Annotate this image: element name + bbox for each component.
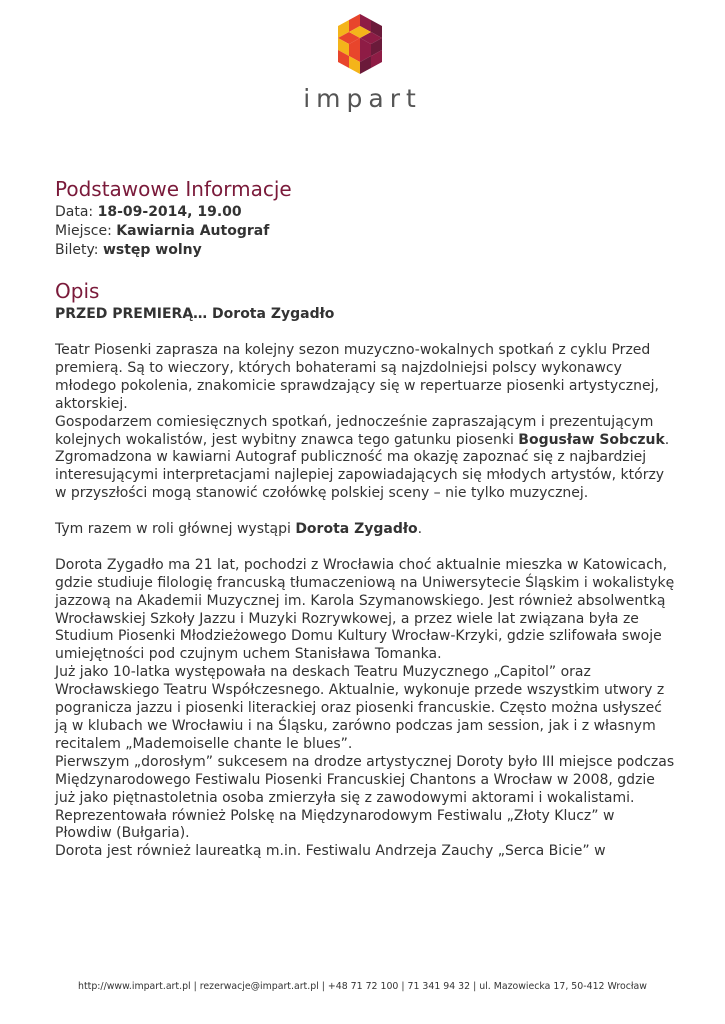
document-content — [55, 175, 675, 861]
paragraph-2-text: Gospodarzem comiesięcznych spotkań, jednocześnie zapraszającym i prezentującym kolejnych wokalistów, jest wybitny znawca tego gatunku piosenki — [55, 413, 654, 448]
paragraph-4-text: Tym razem w roli głównej wystąpi — [55, 521, 296, 538]
paragraph-4 — [55, 521, 675, 539]
place-line — [55, 222, 675, 241]
paragraph-5: Dorota Zygadło ma 21 lat, pochodzi z Wrocławia choć aktualnie mieszka w Katowicach, gdzie studiuje filologię francuską tłumaczeniową na Uniwersytecie Śląskim i wokalistykę jazzową na Akademii Muzycznej im. Karola Szymanowskiego. Jest również absolwentką Wrocławskiej Szkoły Jazzu i Muzyki Rozrywkowej, a przez wiele lat związana była ze Studium Piosenki Młodzieżowego Domu Kultury Wrocław-Krzyki, gdzie szlifowała swoje umiejętności pod czujnym uchem Stanisława Tomanka. — [55, 556, 675, 663]
event-subtitle: PRZED PREMIERĄ… Dorota Zygadło — [55, 306, 335, 322]
paragraph-3: Zgromadzona w kawiarni Autograf publiczność ma okazję zapoznać się z najbardziej interesującymi interpretacjami najlepiej zapowiadających się młodych artystów, którzy w przyszłości mogą stanowić czołówkę polskiej sceny – nie tylko muzycznej. — [55, 449, 665, 502]
date-line — [55, 203, 675, 222]
paragraph-7: Pierwszym „dorosłym” sukcesem na drodze artystycznej Doroty było III miejsce podczas Międzynarodowego Festiwalu Piosenki Francuskiej Chantons a Wrocław w 2008, gdzie już jako piętnastoletnia osoba zmierzyła się z zawodowymi aktorami i wokalistami. Reprezentowała również Polskę na Międzynarodowym Festiwalu „Złoty Klucz” w Płowdiw (Bułgaria). — [55, 753, 675, 842]
tickets-label: Bilety: — [55, 242, 99, 258]
paragraph-8: Dorota jest również laureatką m.in. Festiwalu Andrzeja Zauchy „Serca Bicie” w — [55, 843, 606, 860]
opis-heading: Opis — [55, 279, 100, 303]
info-heading: Podstawowe Informacje — [55, 177, 292, 201]
paragraph-2-end: . — [664, 431, 670, 448]
date-value: 18-09-2014, 19.00 — [97, 204, 242, 220]
place-label: Miejsce: — [55, 223, 112, 239]
place-value: Kawiarnia Autograf — [116, 223, 270, 239]
impart-logo-icon — [333, 14, 387, 74]
paragraph-2 — [55, 414, 675, 450]
paragraph-1: Teatr Piosenki zaprasza na kolejny sezon muzyczno-wokalnych spotkań z cyklu Przed premierą. Są to wieczory, których bohaterami są najzdolniejsi polscy wykonawcy młodego pokolenia, znakomicie sprawdzający się w repertuarze piosenki artystycznej, aktorskiej. — [55, 342, 659, 412]
logo-wordmark: impart — [303, 84, 422, 113]
paragraph-4-end: . — [417, 521, 423, 538]
paragraph-6: Już jako 10-latka występowała na deskach Teatru Muzycznego „Capitol” oraz Wrocławskiego Teatru Współczesnego. Aktualnie, wykonuje przede wszystkim utwory z pogranicza jazzu i piosenki literackiej oraz piosenki francuskie. Często można usłyszeć ją w klubach we Wrocławiu i na Śląsku, zarówno podczas jam session, jak i z własnym recitalem „Mademoiselle chante le blues”. — [55, 664, 665, 752]
tickets-line — [55, 241, 675, 260]
date-label: Data: — [55, 204, 94, 220]
tickets-value: wstęp wolny — [102, 242, 202, 258]
page-footer: http://www.impart.art.pl | rezerwacje@impart.art.pl | +48 71 72 100 | 71 341 94 32 | ul. Mazowiecka 17, 50-412 Wrocław — [78, 981, 647, 992]
host-name: Bogusław Sobczuk — [518, 431, 665, 448]
artist-name: Dorota Zygadło — [295, 521, 418, 538]
